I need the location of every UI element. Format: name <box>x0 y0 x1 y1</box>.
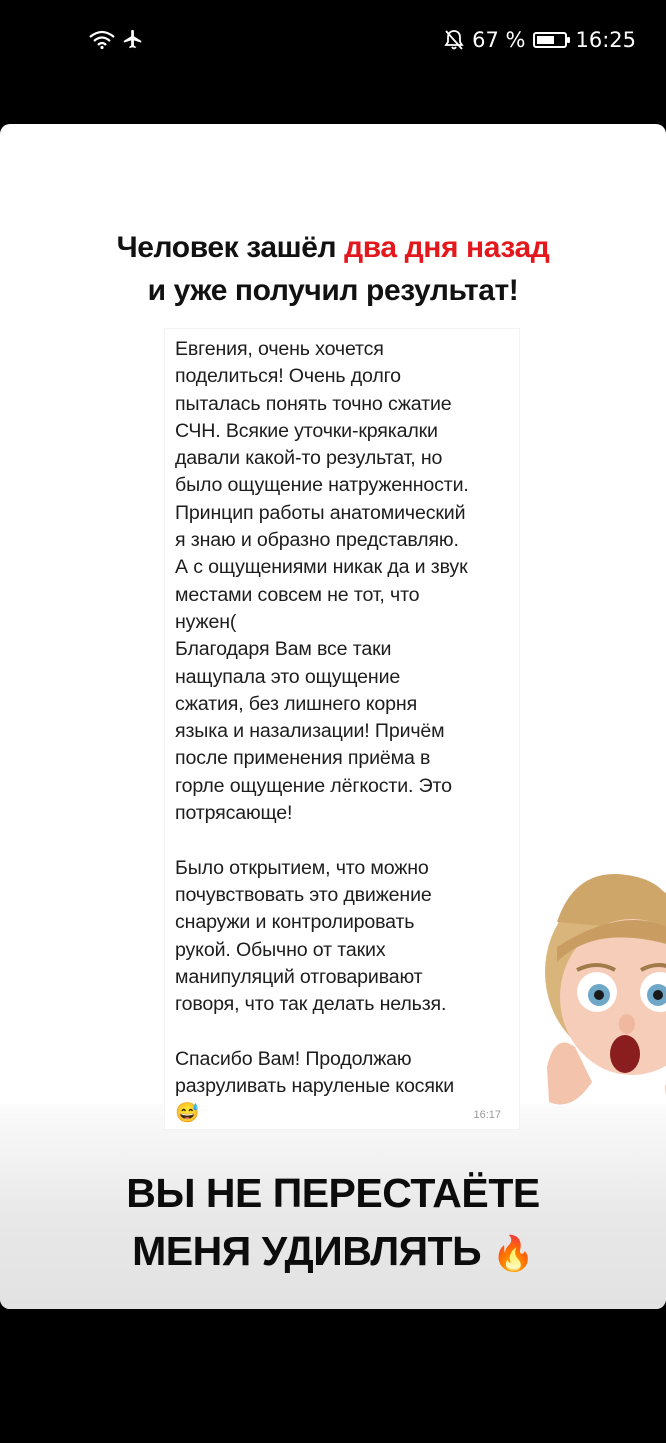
message-text-block <box>175 336 511 1128</box>
chat-message-screenshot <box>165 329 519 1129</box>
message-time: 16:17 <box>473 1109 501 1121</box>
airplane-mode-icon <box>122 28 144 50</box>
battery-percent: 67 % <box>472 28 526 52</box>
silent-bell-icon <box>444 29 464 51</box>
caption-line2: МЕНЯ УДИВЛЯТЬ <box>132 1228 482 1274</box>
battery-icon <box>533 32 567 48</box>
caption-line1: ВЫ НЕ ПЕРЕСТАЁТЕ <box>126 1170 540 1216</box>
status-right <box>444 28 636 52</box>
clock: 16:25 <box>575 28 636 52</box>
headline-highlight: два дня назад <box>344 231 550 264</box>
story-card[interactable] <box>0 124 666 1309</box>
story-caption <box>0 1164 666 1283</box>
fire-emoji: 🔥 <box>491 1235 534 1273</box>
status-left <box>88 28 144 50</box>
headline-line2: и уже получил результат! <box>147 274 519 307</box>
headline-part1: Человек зашёл <box>116 231 345 264</box>
story-headline <box>0 226 666 312</box>
status-bar <box>0 0 666 82</box>
shocked-memoji-sticker <box>537 852 666 1132</box>
wifi-icon <box>88 29 116 49</box>
grinning-sweat-emoji: 😅 <box>175 1102 200 1125</box>
message-text: Евгения, очень хочется поделиться! Очень долго пыталась понять точно сжатие СЧН. Всякие уточки-крякалки давали какой-то результат, но было ощущение натруженности. Принцип работы анатомический я знаю и образно представляю. А с ощущениями никак да и звук местами совсем не тот, что нужен( Благодаря Вам все таки нащупала это ощущение сжатия, без лишнего корня языка и назализации! Причём после применения приёма в горле ощущение лёгкости. Это потрясающе! Было открытием, что можно почувствовать это движение снаружи и контролировать рукой. Обычно от таких манипуляций отговаривают говоря, что так делать нельзя. Спасибо Вам! Продолжаю разруливать наруленые косяки <box>175 338 469 1098</box>
